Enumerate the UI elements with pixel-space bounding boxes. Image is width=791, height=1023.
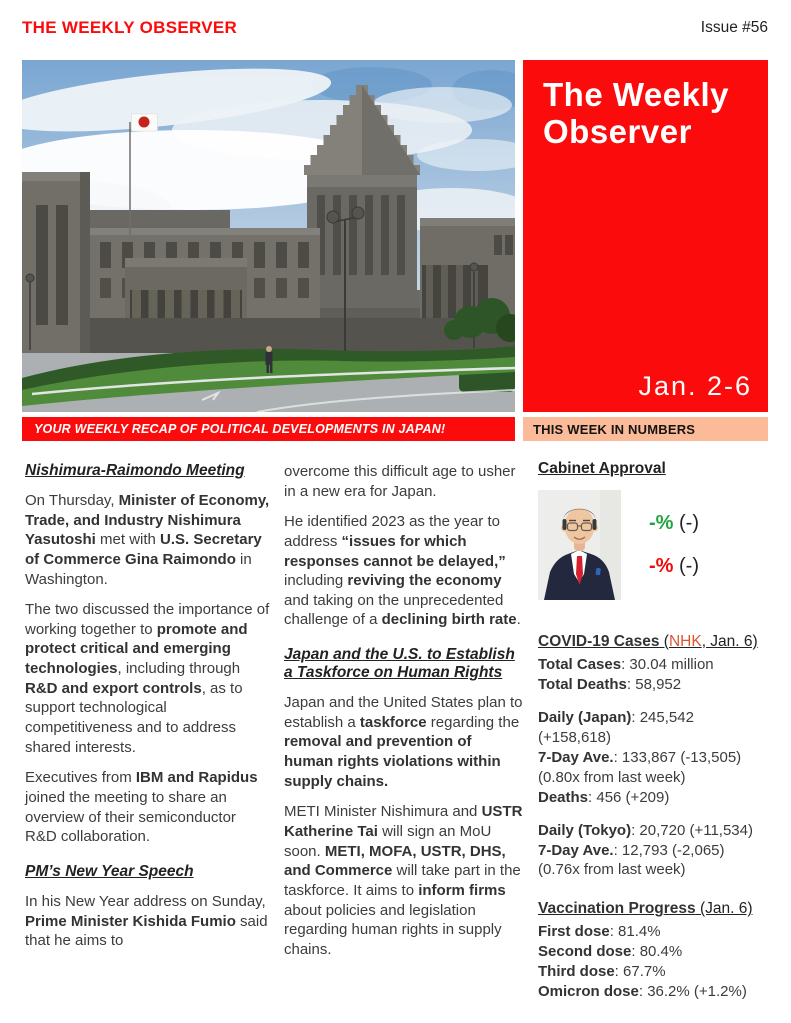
article-paragraph [25, 600, 270, 757]
stat-value: : 58,952 [626, 675, 682, 693]
text-segment: (Jan. 6) [695, 900, 753, 918]
stat-line [538, 841, 768, 861]
text-segment: He identified 2023 as the year to address [284, 513, 500, 550]
text-segment: regarding the [426, 713, 520, 731]
cabinet-approval-heading: Cabinet Approval [538, 460, 666, 477]
text-segment: In his New Year address on Sunday, [25, 892, 266, 910]
stat-value: : 456 (+209) [588, 788, 670, 806]
issue-date-range: Jan. 2-6 [638, 371, 752, 401]
text-segment: On Thursday, [25, 492, 119, 509]
stat-value: : 20,720 (+11,534) [631, 821, 753, 839]
nhk-link[interactable]: NHK [668, 633, 702, 650]
text-segment: Vaccination Progress [538, 900, 696, 918]
covid-cases-heading [538, 633, 768, 651]
stat-label: 7-Day Ave. [538, 748, 614, 766]
text-segment: promote and protect critical and emerging technologies [25, 620, 248, 678]
stat-value: : 67.7% [614, 963, 666, 981]
covid-stats [538, 655, 768, 880]
approval-rate [649, 512, 699, 535]
stat-line [538, 982, 768, 1002]
numbers-banner: THIS WEEK IN NUMBERS [523, 417, 768, 441]
numbers-column [538, 460, 768, 1002]
stat-line [538, 788, 768, 808]
text-segment: ( [659, 633, 669, 650]
text-segment: will take part in the taskforce. It aims to [284, 862, 521, 899]
stat-label: Total Deaths [538, 675, 627, 693]
covid-stat-group [538, 708, 768, 808]
text-segment: reviving the economy [347, 572, 502, 590]
text-segment: IBM and Rapidus [135, 769, 258, 787]
approval-rate-change: (-) [673, 555, 699, 577]
text-segment: The two discussed the importance of working together to [25, 601, 270, 638]
text-segment: declining birth rate [381, 611, 517, 629]
text-segment: U.S. Secretary of Commerce Gina Raimondo [25, 531, 262, 568]
newsletter-title: The Weekly Observer [543, 76, 729, 151]
text-segment: METI Minister Nishimura and [284, 803, 482, 821]
stat-label: Omicron dose [538, 983, 639, 1001]
stat-value: : 80.4% [631, 943, 683, 961]
stat-line [538, 821, 768, 841]
article-paragraph [284, 802, 524, 959]
cabinet-approval-row [538, 490, 768, 600]
text-segment: COVID-19 Cases [538, 633, 660, 650]
stat-line [538, 942, 768, 962]
text-segment: . [516, 611, 521, 629]
stat-value: : 30.04 million [621, 656, 714, 673]
text-segment: Prime Minister Kishida Fumio [25, 912, 236, 930]
article-paragraph [284, 512, 524, 630]
text-segment: said that he aims to [25, 912, 268, 950]
text-segment: , as to support technological competitiveness and to address shared interests. [25, 679, 243, 756]
stat-line [538, 708, 768, 748]
stat-value: (0.80x from last week) [538, 768, 686, 786]
issue-number: Issue #56 [700, 19, 768, 36]
article-paragraph [284, 462, 524, 501]
stat-line [538, 655, 768, 675]
stat-label: 7-Day Ave. [538, 841, 614, 859]
kishida-portrait [538, 490, 621, 600]
stat-label: Daily (Tokyo) [538, 821, 632, 839]
vaccination-heading [538, 900, 768, 918]
stat-label: Daily (Japan) [538, 708, 632, 726]
approval-rates [649, 512, 699, 578]
text-segment: joined the meeting to share an overview of their semiconductor R&D collaboration. [25, 788, 236, 846]
content-columns [25, 460, 768, 1002]
article-heading: PM’s New Year Speech [25, 862, 194, 880]
text-segment: including [284, 572, 348, 590]
text-segment: and taking on the unprecedented challenge of a [284, 591, 504, 629]
text-segment: METI, MOFA, USTR, DHS, and Commerce [284, 842, 506, 880]
banner-row [22, 417, 768, 441]
article-paragraph [284, 693, 524, 791]
approval-rate-value: -% [649, 512, 674, 534]
approval-rate-change: (-) [673, 512, 699, 534]
text-segment: overcome this difficult age to usher in a new era for Japan. [284, 463, 516, 500]
stat-value: : 133,867 (-13,505) [613, 748, 742, 766]
text-segment: will sign an MoU soon. [284, 822, 492, 860]
stat-value: : 81.4% [609, 923, 661, 941]
stat-label: Deaths [538, 788, 589, 806]
stat-label: Third dose [538, 963, 615, 981]
stat-label: First dose [538, 923, 610, 941]
diet-building-photo [22, 60, 515, 412]
text-segment: Japan and the United States plan to establish a [284, 694, 523, 731]
stat-line [538, 675, 768, 695]
stat-line [538, 748, 768, 768]
article-paragraph [25, 491, 270, 589]
text-segment: about policies and legislation regarding human rights in supply chains. [284, 901, 502, 958]
text-segment: removal and prevention of human rights violations within supply chains. [284, 733, 501, 790]
stat-line [538, 860, 768, 880]
vaccination-section [538, 900, 768, 1002]
stat-label: Total Cases [538, 656, 622, 673]
tagline-banner: YOUR WEEKLY RECAP OF POLITICAL DEVELOPMENTS IN JAPAN! [22, 417, 515, 441]
article-paragraph [25, 892, 270, 951]
text-segment: met with [95, 531, 161, 549]
article-heading: Nishimura-Raimondo Meeting [25, 462, 245, 479]
text-segment: “issues for which responses cannot be delayed,” [284, 532, 506, 570]
text-segment: in Washington. [25, 550, 252, 588]
article-column-1 [25, 460, 270, 1002]
stat-line [538, 768, 768, 788]
text-segment: Minister of Economy, Trade, and Industry Nishimura Yasutoshi [25, 492, 270, 549]
text-segment: R&D and export controls [25, 679, 202, 697]
article-paragraph [25, 768, 270, 847]
stat-value: : 245,542 (+158,618) [538, 708, 694, 746]
covid-cases-section [538, 633, 768, 880]
approval-rate [649, 555, 699, 578]
article-column-2 [284, 460, 524, 1002]
hero-red-panel [523, 60, 768, 412]
text-segment: Executives from [25, 769, 136, 787]
text-segment: USTR Katherine Tai [284, 803, 523, 840]
text-segment: , Jan. 6) [701, 633, 758, 650]
text-segment: taskforce [359, 713, 427, 731]
stat-value: : 36.2% (+1.2%) [638, 983, 747, 1001]
stat-value: (0.76x from last week) [538, 861, 686, 879]
vaccination-stats [538, 922, 768, 1002]
masthead-title: THE WEEKLY OBSERVER [22, 18, 238, 37]
covid-stat-group [538, 821, 768, 881]
covid-stat-group [538, 655, 768, 695]
person [266, 346, 273, 373]
hero-section [22, 60, 768, 412]
text-segment: inform firms [418, 881, 506, 899]
article-heading: Japan and the U.S. to Establish a Taskforce on Human Rights [284, 646, 515, 682]
cabinet-approval-section [538, 460, 768, 600]
approval-rate-value: -% [649, 555, 674, 577]
stat-line [538, 922, 768, 942]
stat-line [538, 962, 768, 982]
stat-label: Second dose [538, 943, 632, 961]
stat-value: : 12,793 (-2,065) [613, 841, 725, 859]
text-segment: , including through [117, 660, 241, 678]
